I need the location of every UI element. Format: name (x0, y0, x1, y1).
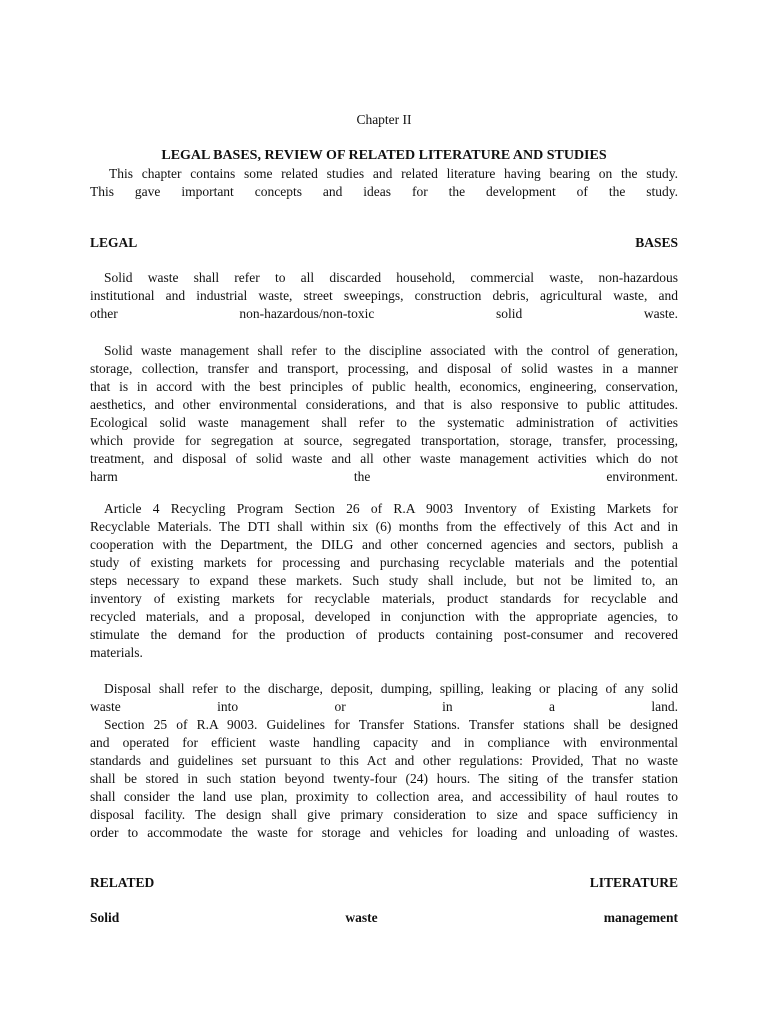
paragraph-line: shall be stored in such station beyond twenty-four (24) hours. The siting of the transfer station (90, 771, 678, 786)
paragraph-line: study of existing markets for processing and purchasing recyclable materials and the potential (90, 555, 678, 570)
paragraph-line: Solid waste shall refer to all discarded household, commercial waste, non-hazardous (104, 270, 678, 285)
paragraph-line: which provide for segregation at source, segregated transportation, storage, transfer, processing, (90, 433, 678, 448)
paragraph-line: steps necessary to expand these markets. Such study shall include, but not be limited to, an (90, 573, 678, 588)
chapter-label-text: Chapter II (356, 112, 412, 127)
paragraph-line: Solid waste management shall refer to the discipline associated with the control of generation, (104, 343, 678, 358)
paragraph-line: This chapter contains some related studies and related literature having bearing on the study. (109, 166, 678, 181)
paragraph-line: Recyclable Materials. The DTI shall within six (6) months from the effectively of this Act and in (90, 519, 678, 534)
subheading-text: Solid waste management (90, 910, 678, 925)
chapter-label (90, 111, 678, 129)
paragraph-line: other non-hazardous/non-toxic solid waste. (90, 306, 678, 321)
paragraph-line: materials. (90, 645, 143, 660)
paragraph-line: Disposal shall refer to the discharge, deposit, dumping, spilling, leaking or placing of any solid (104, 681, 678, 696)
paragraph-line: that is in accord with the best principles of public health, economics, engineering, conservation, (90, 379, 678, 394)
paragraph-line: This gave important concepts and ideas for the development of the study. (90, 184, 678, 199)
paragraph-line: storage, collection, transfer and transport, processing, and disposal of solid wastes in a manner (90, 361, 678, 376)
section-heading-text: LEGAL BASES (90, 235, 678, 250)
paragraph-line: stimulate the demand for the production of products containing post-consumer and recovered (90, 627, 678, 642)
related-literature-heading (90, 874, 678, 892)
paragraph-line: aesthetics, and other environmental considerations, and that is also responsive to public attitudes. (90, 397, 678, 412)
paragraph-line: institutional and industrial waste, street sweepings, construction debris, agricultural waste, and (90, 288, 678, 303)
section-heading-text: RELATED LITERATURE (90, 875, 678, 890)
solid-waste-management-subheading (90, 909, 678, 927)
paragraph-disposal (90, 680, 678, 842)
paragraph-line: Section 25 of R.A 9003. Guidelines for Transfer Stations. Transfer stations shall be designed (104, 717, 678, 732)
paragraph-line: Article 4 Recycling Program Section 26 of R.A 9003 Inventory of Existing Markets for (104, 501, 678, 516)
paragraph-line: Ecological solid waste management shall refer to the systematic administration of activities (90, 415, 678, 430)
paragraph-line: inventory of existing markets for recyclable materials, product standards for recyclable and (90, 591, 678, 606)
chapter-title (90, 147, 678, 165)
paragraph-line: waste into or in a land. (90, 699, 678, 714)
paragraph-line: disposal facility. The design shall give primary consideration to size and space sufficiency in (90, 807, 678, 822)
paragraph-recycling-program (90, 500, 678, 662)
paragraph-line: cooperation with the Department, the DILG and other concerned agencies and sectors, publish a (90, 537, 678, 552)
paragraph-line: treatment, and disposal of solid waste and all other waste management activities which do not (90, 451, 678, 466)
paragraph-line: shall consider the land use plan, proximity to collection area, and accessibility of haul routes to (90, 789, 678, 804)
paragraph-line: and operated for efficient waste handling capacity and in compliance with environmental (90, 735, 678, 750)
paragraph-line: recycled materials, and a proposal, developed in conjunction with the appropriate agencies, to (90, 609, 678, 624)
paragraph-line: order to accommodate the waste for storage and vehicles for loading and unloading of wastes. (90, 825, 678, 840)
paragraph-solid-waste-management (90, 342, 678, 486)
paragraph-line: standards and guidelines set pursuant to this Act and other regulations: Provided, That no waste (90, 753, 678, 768)
intro-paragraph (90, 165, 678, 201)
chapter-title-text: LEGAL BASES, REVIEW OF RELATED LITERATURE AND STUDIES (161, 148, 607, 163)
paragraph-solid-waste (90, 269, 678, 323)
paragraph-line: harm the environment. (90, 469, 678, 484)
legal-bases-heading (90, 234, 678, 252)
